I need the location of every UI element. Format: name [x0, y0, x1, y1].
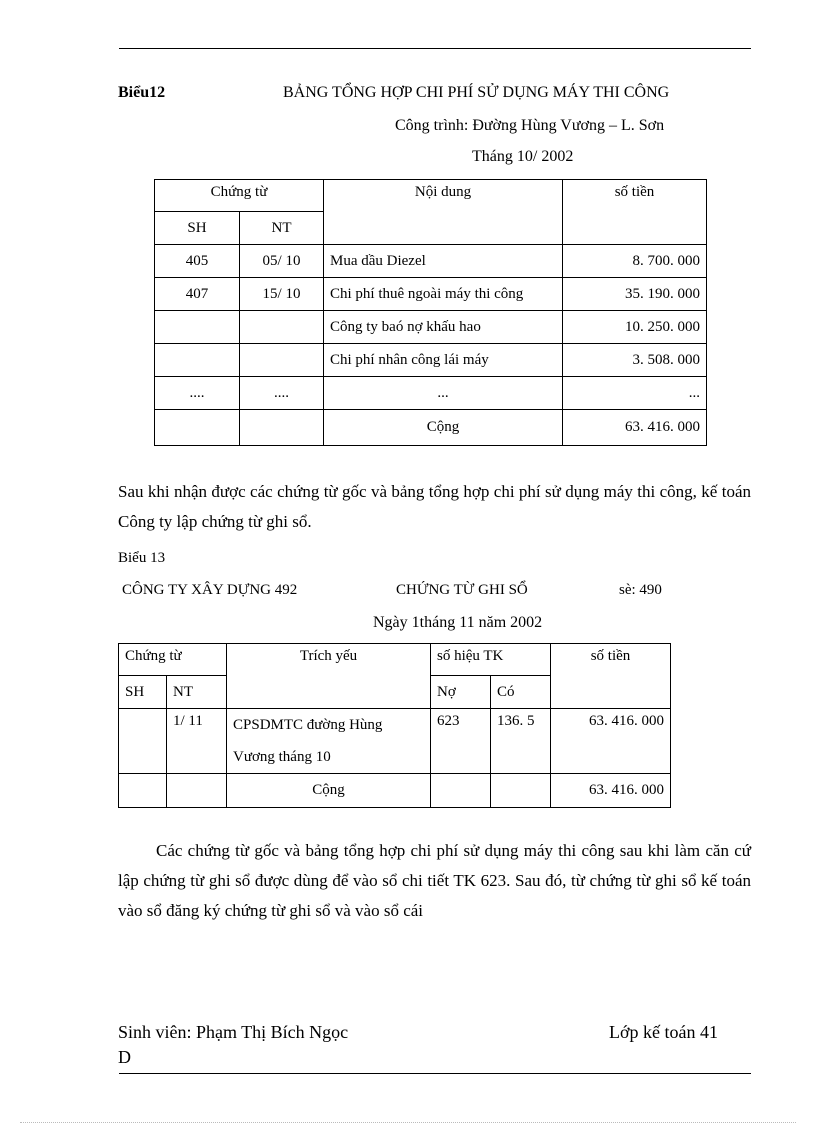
header-chung-tu: Chứng từ [155, 180, 324, 212]
cell-sh: .... [155, 377, 240, 410]
header-noi-dung: Nội dung [324, 180, 563, 245]
cell-co: 136. 5 [491, 709, 551, 774]
company-name: CÔNG TY XÂY DỰNG 492 [122, 582, 298, 598]
cell-nt: .... [240, 377, 324, 410]
header-so-tien: số tiền [563, 180, 707, 245]
table-row [155, 245, 707, 278]
trich-yeu-line1: CPSDMTC đường Hùng [233, 717, 383, 733]
cell-nt: 1/ 11 [167, 709, 227, 774]
table-row [155, 344, 707, 377]
total-row [119, 774, 671, 808]
total-label: Cộng [324, 410, 563, 446]
total-value: 63. 416. 000 [551, 774, 671, 808]
bieu12-month: Tháng 10/ 2002 [472, 148, 574, 165]
table-row [155, 311, 707, 344]
cell-nt: 05/ 10 [240, 245, 324, 278]
cell-nt: 15/ 10 [240, 278, 324, 311]
cell-trich-yeu [227, 709, 431, 774]
cell-no: 623 [431, 709, 491, 774]
table-row [155, 278, 707, 311]
header-sh: SH [155, 212, 240, 245]
cell-so-tien: 63. 416. 000 [551, 709, 671, 774]
bieu12-title: BẢNG TỔNG HỢP CHI PHÍ SỬ DỤNG MÁY THI CÔNG [283, 84, 670, 101]
header-no: Nợ [431, 676, 491, 709]
cell-noi-dung: Chi phí thuê ngoài máy thi công [324, 278, 563, 311]
bieu12-project: Công trình: Đường Hùng Vương – L. Sơn [395, 117, 665, 134]
paragraph-intro: Sau khi nhận được các chứng từ gốc và bảng tổng hợp chi phí sử dụng máy thi công, kế toán Công ty lập chứng từ ghi sổ. [118, 482, 751, 531]
header-so-hieu-tk: số hiệu TK [431, 644, 551, 676]
voucher-title: CHỨNG TỪ GHI SỔ [396, 582, 528, 598]
header-co: Có [491, 676, 551, 709]
total-label: Cộng [227, 774, 431, 808]
cell-so-tien: 10. 250. 000 [563, 311, 707, 344]
table-row [155, 377, 707, 410]
cell-so-tien: 35. 190. 000 [563, 278, 707, 311]
header-nt: NT [167, 676, 227, 709]
cell-sh [155, 344, 240, 377]
voucher-date: Ngày 1tháng 11 năm 2002 [373, 614, 543, 631]
trich-yeu-line2: Vương tháng 10 [233, 749, 331, 765]
footer-class: Lớp kế toán 41 [609, 1022, 718, 1042]
total-row [155, 410, 707, 446]
cell-noi-dung: Công ty baó nợ khấu hao [324, 311, 563, 344]
voucher-number: sè: 490 [619, 582, 662, 598]
footer-student: Sinh viên: Phạm Thị Bích Ngọc [118, 1022, 349, 1042]
cell-so-tien: ... [563, 377, 707, 410]
cell-sh: 407 [155, 278, 240, 311]
cell-so-tien: 8. 700. 000 [563, 245, 707, 278]
header-chung-tu: Chứng từ [119, 644, 227, 676]
footer-rule [119, 1073, 751, 1074]
cell-nt [240, 344, 324, 377]
cell-noi-dung: ... [324, 377, 563, 410]
header-rule [119, 48, 751, 49]
header-so-tien: số tiền [551, 644, 671, 709]
bieu13-label: Biểu 13 [118, 550, 166, 566]
cell-nt [240, 311, 324, 344]
cell-noi-dung: Mua dầu Diezel [324, 245, 563, 278]
cell-sh [119, 709, 167, 774]
bieu13-table [118, 643, 671, 808]
total-value: 63. 416. 000 [563, 410, 707, 446]
bieu12-label: Biểu12 [118, 84, 166, 101]
header-sh: SH [119, 676, 167, 709]
header-nt: NT [240, 212, 324, 245]
footer-student-cont: D [118, 1047, 131, 1067]
table-row [119, 709, 671, 774]
header-trich-yeu: Trích yếu [227, 644, 431, 709]
cell-sh [155, 311, 240, 344]
cell-so-tien: 3. 508. 000 [563, 344, 707, 377]
bieu12-table [154, 179, 707, 446]
cell-noi-dung: Chi phí nhân công lái máy [324, 344, 563, 377]
paragraph-explanation: Các chứng từ gốc và bảng tổng hợp chi phí sử dụng máy thi công sau khi làm căn cứ lập chứng từ ghi sổ được dùng để vào sổ chi tiết TK 623. Sau đó, từ chứng từ ghi sổ kế toán vào sổ đăng ký chứng từ ghi sổ và vào sổ cái [118, 841, 751, 920]
cell-sh: 405 [155, 245, 240, 278]
